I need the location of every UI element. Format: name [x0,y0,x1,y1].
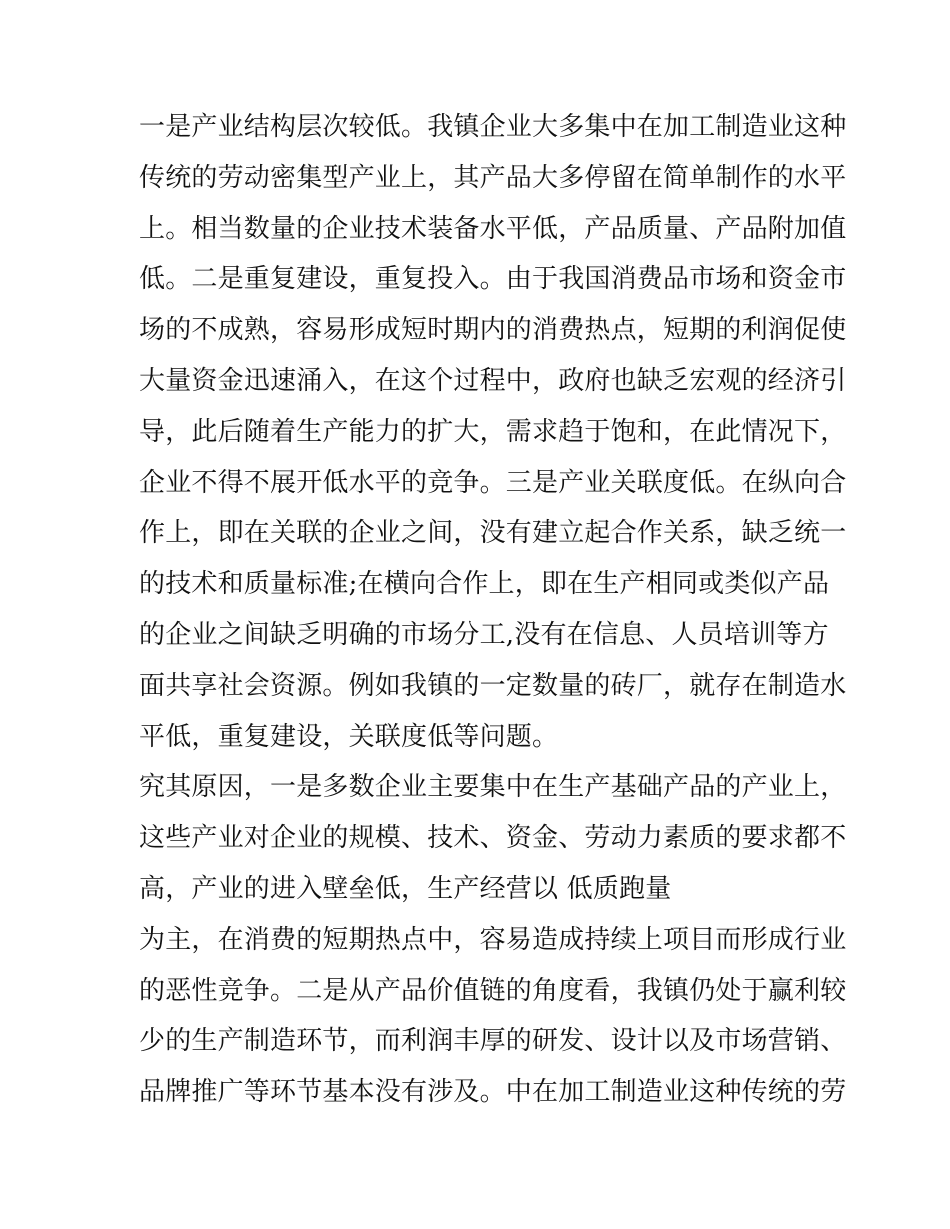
text-line: 企业不得不展开低水平的竞争。三是产业关联度低。在纵向合 [139,467,847,498]
text-line: 究其原因，一是多数企业主要集中在生产基础产品的产业上， [139,772,847,803]
text-line: 这些产业对企业的规模、技术、资金、劳动力素质的要求都不 [139,823,847,854]
body-text [139,102,847,1118]
text-line: 上。相当数量的企业技术装备水平低，产品质量、产品附加值 [139,213,847,244]
text-line: 低。二是重复建设，重复投入。由于我国消费品市场和资金市 [139,264,847,295]
text-line: 传统的劳动密集型产业上，其产品大多停留在简单制作的水平 [139,162,847,193]
text-line: 作上，即在关联的企业之间，没有建立起合作关系，缺乏统一 [139,518,847,549]
text-line: 品牌推广等环节基本没有涉及。中在加工制造业这种传统的劳 [139,1077,847,1108]
text-line: 大量资金迅速涌入，在这个过程中，政府也缺乏宏观的经济引 [139,365,847,396]
text-line: 场的不成熟，容易形成短时期内的消费热点，短期的利润促使 [139,315,847,346]
text-line: 少的生产制造环节，而利润丰厚的研发、设计以及市场营销、 [139,1026,847,1057]
text-line: 的恶性竞争。二是从产品价值链的角度看，我镇仍处于赢利较 [139,975,847,1006]
text-line: 的企业之间缺乏明确的市场分工,没有在信息、人员培训等方 [139,619,829,650]
text-line: 导，此后随着生产能力的扩大，需求趋于饱和，在此情况下， [139,416,847,447]
text-line: 面共享社会资源。例如我镇的一定数量的砖厂，就存在制造水 [139,670,847,701]
text-line: 为主，在消费的短期热点中，容易造成持续上项目而形成行业 [139,924,847,955]
text-line: 的技术和质量标准;在横向合作上，即在生产相同或类似产品 [139,569,830,600]
text-line: 高，产业的进入壁垒低，生产经营以 低质跑量 [139,873,672,904]
text-line: 平低，重复建设，关联度低等问题。 [139,721,559,752]
text-line: 一是产业结构层次较低。我镇企业大多集中在加工制造业这种 [139,112,847,142]
